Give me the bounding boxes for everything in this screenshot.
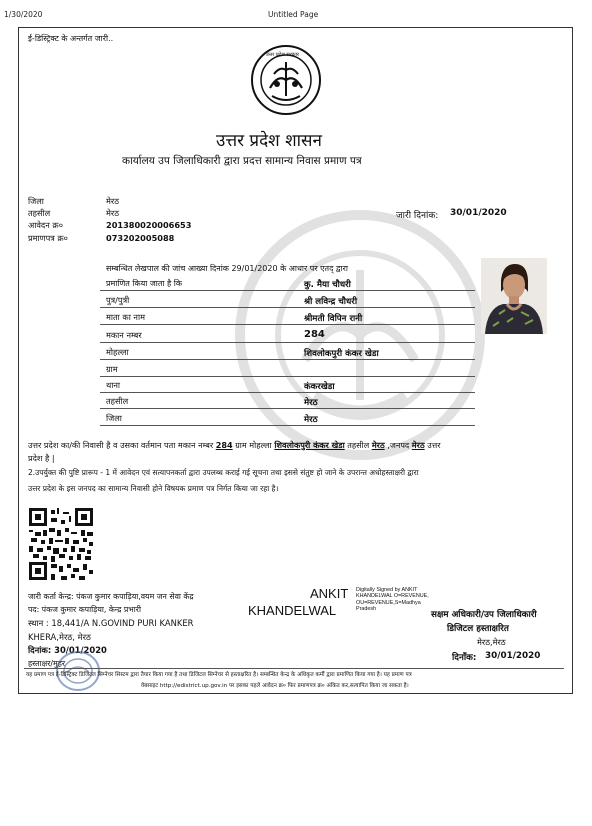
para2-line1: 2.उपर्युक्त की पुष्टि प्रारूप - 1 में आवेदन एवं सत्यापनकर्ता द्वारा उपलब्ध कराई गई सूचना तथा इससे संतुष्ट हो जाने के उपरान्त अधोहस्ताक्षरी द्वारा — [28, 468, 419, 477]
issue-date-value: 30/01/2020 — [450, 208, 507, 218]
footer-divider — [24, 668, 564, 669]
mother-label: माता का नाम — [106, 312, 145, 322]
application-label: आवेदन क्र० — [28, 220, 63, 230]
house-value: 284 — [304, 329, 325, 340]
watermark-emblem — [235, 210, 485, 460]
tehsil-value: मेरठ — [106, 208, 120, 218]
district2-value: मेरठ — [304, 415, 318, 425]
district-label: जिला — [28, 196, 44, 206]
row-divider — [100, 307, 475, 308]
row-divider — [100, 324, 475, 325]
officer-subtitle: डिजिटल हस्ताक्षरित — [447, 624, 509, 634]
para1-tehsil: मेरठ — [371, 440, 385, 450]
row-divider — [100, 425, 475, 426]
police-value: कंकरखेडा — [304, 382, 335, 392]
officer-place: मेरठ,मेरठ — [477, 637, 506, 647]
certificate-label: प्रमाणपत्र क्र० — [28, 233, 68, 243]
para1-text: ग्राम मोहल्ला — [235, 440, 272, 450]
tehsil2-label: तहसील — [106, 396, 129, 406]
row-divider — [100, 342, 475, 343]
page-subtitle: कार्यालय उप जिलाधिकारी द्वारा प्रदत्त सामान्य निवास प्रमाण पत्र — [122, 155, 362, 167]
officer-title: सक्षम अधिकारी/उप जिलाधिकारी — [431, 610, 537, 620]
row-divider — [100, 359, 475, 360]
applicant-photo — [481, 258, 547, 334]
locality-label: मोहल्ला — [106, 347, 129, 357]
para1-house: 284 — [215, 440, 233, 450]
emblem-text: उत्तर प्रदेश सरकार — [266, 52, 299, 58]
page-title: उत्तर प्रदेश शासन — [216, 131, 322, 151]
certificate-number: 073202005088 — [106, 233, 175, 243]
footer-line-1: यह प्रमाण पत्र ई-डिस्ट्रिक्ट डिजिटल सिग्नेचर सिस्टम द्वारा तैयार किया गया है तथा डिजिटल सिग्नेचर से हस्ताक्षरित है। सम्बन्धित केन्द्र के अधिकृत कर्मी द्वारा प्रमाणित किया गया है। यह प्रमाण पत्र — [26, 672, 412, 678]
intro-line-1: सम्बन्धित लेखपाल की जांच आख्या दिनांक 29/01/2020 के आधार पर एतद् द्वारा — [106, 264, 348, 273]
issuer-post: पद: पंकज कुमार कपाड़िया, केन्द्र प्रभारी — [28, 605, 141, 614]
qr-code — [29, 508, 93, 580]
para1-district: मेरठ — [411, 440, 425, 450]
police-label: थाना — [106, 380, 121, 390]
issuer-address-1: स्थान : 18,441/A N.GOVIND PURI KANKER — [28, 618, 194, 628]
signer-name-1: ANKIT — [310, 586, 349, 601]
issue-date-label: जारी दिनांक: — [396, 211, 439, 221]
mother-value: श्रीमती विपिन रानी — [304, 314, 363, 324]
issuer-date: दिनांक: 30/01/2020 — [28, 645, 107, 655]
row-divider — [100, 408, 475, 409]
print-title: Untitled Page — [268, 10, 319, 19]
locality-value: शिवलोकपुरी कंकर खेडा — [304, 349, 379, 359]
house-label: मकान नम्बर — [106, 330, 142, 340]
application-number: 201380020006653 — [106, 220, 192, 230]
relation-label: पुत्र/पुत्री — [106, 295, 130, 305]
issuer-center: जारी कर्ता केन्द्र: पंकज कुमार कपाड़िया,वयम जन सेवा केंद्र — [28, 592, 194, 601]
village-label: ग्राम — [106, 364, 118, 374]
para1-text: उत्तर प्रदेश का/की निवासी है व उसका वर्तमान पता मकान नम्बर — [28, 440, 214, 450]
para1-text: उत्तर — [427, 440, 441, 450]
row-divider — [100, 392, 475, 393]
tehsil2-value: मेरठ — [304, 398, 318, 408]
issuer-signature-label: हस्ताक्षर/मुहर — [28, 659, 66, 668]
para1-locality: शिवलोकपुरी कंकर खेडा — [274, 440, 345, 450]
relation-value: श्री लविन्द्र चौधरी — [304, 297, 358, 307]
footer-line-2: वेबसाइट http://edistrict.up.gov.in पर इसका पहले आवेदन क्र० फिर प्रमाणपत्र क्र० अंकित कर,सत्यापित किया जा सकता है। — [141, 683, 409, 689]
applicant-name: कु. मैया चौधरी — [304, 280, 351, 290]
para1-text: तहसील — [347, 440, 370, 450]
para1-line2: प्रदेश है | — [28, 453, 55, 463]
para1-text: ,जनपद — [387, 440, 410, 450]
tehsil-label: तहसील — [28, 208, 51, 218]
district-value: मेरठ — [106, 196, 120, 206]
officer-date-value: 30/01/2020 — [485, 651, 541, 661]
top-note: ई-डिस्ट्रिक्ट के अन्तर्गत जारी.. — [28, 34, 114, 43]
row-divider — [100, 376, 475, 377]
district2-label: जिला — [106, 413, 122, 423]
row-divider — [100, 290, 475, 291]
para2-line2: उत्तर प्रदेश के इस जनपद का सामान्य निवासी होने विषयक प्रमाण पत्र निर्गत किया जा रहा है। — [28, 484, 279, 493]
signer-name-2: KHANDELWAL — [248, 603, 337, 618]
print-date: 1/30/2020 — [4, 10, 43, 19]
residence-paragraph — [28, 440, 441, 451]
issuer-address-2: KHERA,मेरठ, मेरठ — [28, 632, 91, 642]
digital-signature-note: Digitally Signed by ANKIT KHANDELWAL O=REVENUE, OU=REVENUE,S=Madhya Pradesh — [356, 587, 429, 613]
intro-line-2: प्रमाणित किया जाता है कि — [106, 279, 183, 288]
officer-date-label: दिनाँक: — [452, 653, 477, 663]
